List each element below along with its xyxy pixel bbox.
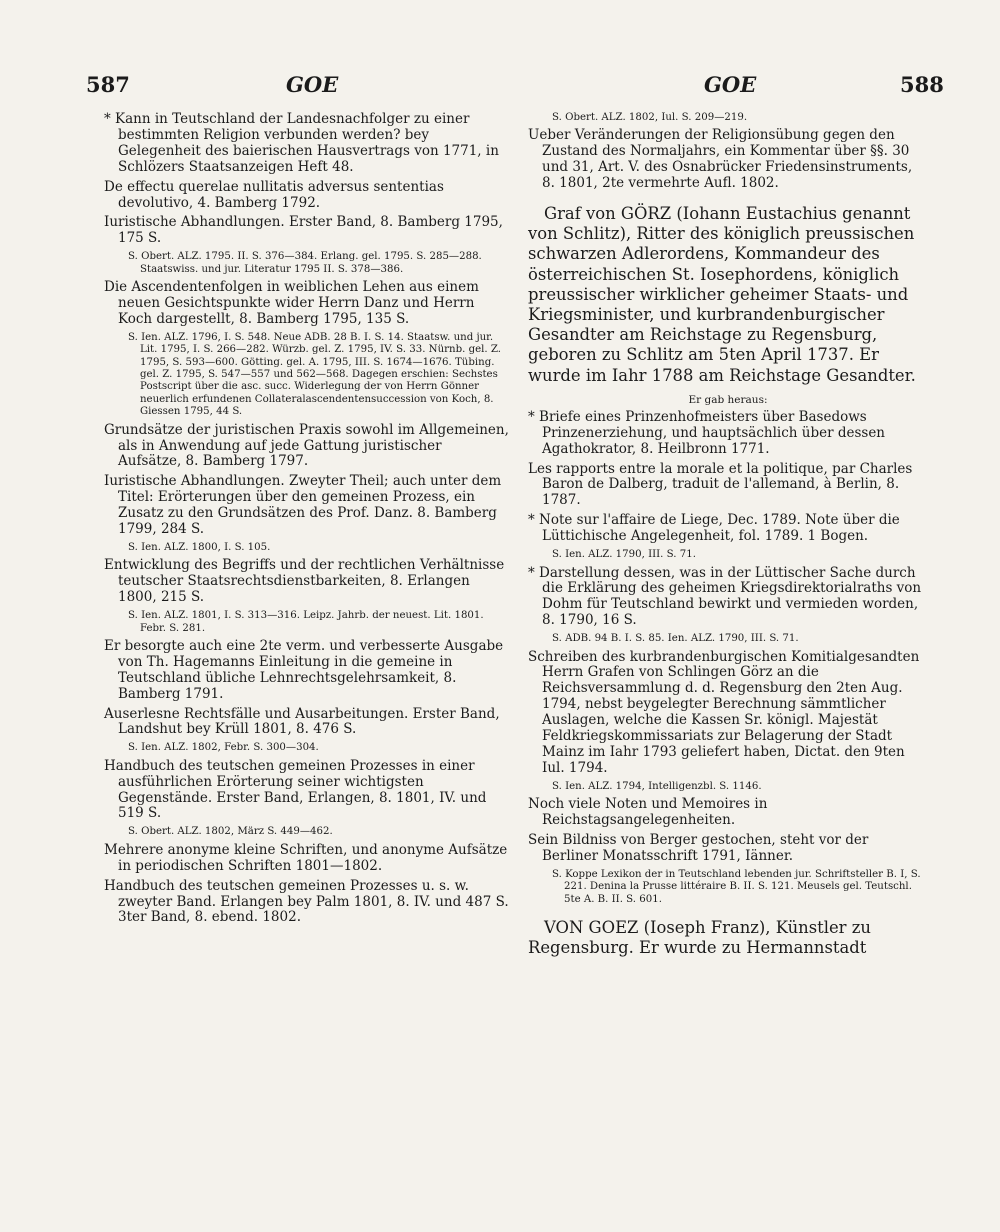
review-reference: S. Ien. ALZ. 1802, Febr. S. 300—304. bbox=[128, 742, 319, 754]
review-reference: S. Ien. ALZ. 1790, III. S. 71. bbox=[552, 549, 696, 561]
bibliography-entry: Iuristische Abhandlungen. Erster Band, 8. Bamberg 1795, 175 S. bbox=[104, 214, 503, 247]
right-column bbox=[528, 112, 928, 966]
review-reference: S. Ien. ALZ. 1800, I. S. 105. bbox=[128, 541, 271, 553]
bibliography-entry: De effectu querelae nullitatis adversus sententias devolutivo, 4. Bamberg 1792. bbox=[104, 178, 444, 211]
bibliography-entry: * Darstellung dessen, was in der Lüttischer Sache durch die Erklärung des geheimen Kriegsdirektorialraths von Dohm für Teutschland bewirkt und vermieden worden, 8. 1790, 16 S. bbox=[528, 564, 922, 629]
review-reference: S. Obert. ALZ. 1802, Iul. S. 209—219. bbox=[552, 112, 748, 123]
right-page-number: 588 bbox=[900, 72, 944, 97]
review-reference: S. Koppe Lexikon der in Teutschland lebenden jur. Schriftsteller B. I, S. 221. Denina la Prusse littéraire B. II. S. 121. Meusels gel. Teutschl. 5te A. B. II. S. 601. bbox=[552, 868, 921, 905]
review-reference: S. Ien. ALZ. 1796, I. S. 548. Neue ADB. 28 B. I. S. 14. Staatsw. und jur. Lit. 1795, I. S. 266—282. Würzb. gel. Z. 1795, IV. S. 33. Nürnb. gel. Z. 1795, S. 593—600. Götting. gel. A. 1795, III. S. 1674—1676. Tübing. gel. Z. 1795, S. 547—557 und 562—568. Dagegen erschien: Sechstes Postscript über die asc. succ. Widerlegung der von Herrn Gönner neuerlich erfundenen Collateralascendentensuccession von Koch, 8. Giessen 1795, 44 S. bbox=[128, 331, 501, 418]
left-running-head: GOE bbox=[286, 72, 339, 97]
bibliography-entry: Schreiben des kurbrandenburgischen Komitialgesandten Herrn Grafen von Schlingen Görz an die Reichsversammlung d. d. Regensburg den 2ten Aug. 1794, nebst beygelegter Berechnung sämmtlicher Auslagen, welche die Kassen Sr. königl. Majestät Feldkriegskommissariats zur Belagerung der Stadt Mainz im Iahr 1793 geliefert haben, Dictat. den 9ten Iul. 1794. bbox=[528, 648, 920, 776]
bibliography-entry: Er besorgte auch eine 2te verm. und verbesserte Ausgabe von Th. Hagemanns Einleitung in die gemeine in Teutschland übliche Lehnrechtsgelehrsamkeit, 8. Bamberg 1791. bbox=[104, 637, 504, 702]
bibliography-entry: Handbuch des teutschen gemeinen Prozesses in einer ausführlichen Erörterung seiner wichtigsten Gegenstände. Erster Band, Erlangen, 8. 1801, IV. und 519 S. bbox=[104, 757, 487, 822]
bibliography-entry: Handbuch des teutschen gemeinen Prozesses u. s. w. zweyter Band. Erlangen bey Palm 1801, 8. IV. und 487 S. 3ter Band, 8. ebend. 1802. bbox=[104, 877, 509, 926]
left-page-number: 587 bbox=[86, 72, 130, 97]
bibliography-entry: Auserlesne Rechtsfälle und Ausarbeitungen. Erster Band, Landshut bey Krüll 1801, 8. 476 S. bbox=[104, 705, 500, 738]
bibliography-entry: Grundsätze der juristischen Praxis sowohl im Allgemeinen, als in Anwendung auf jede Gattung juristischer Aufsätze, 8. Bamberg 1797. bbox=[104, 421, 509, 470]
bibliography-entry: Entwicklung des Begriffs und der rechtlichen Verhältnisse teutscher Staatsrechtsdienstbarkeiten, 8. Erlangen 1800, 215 S. bbox=[104, 557, 505, 606]
review-reference: S. Obert. ALZ. 1795. II. S. 376—384. Erlang. gel. 1795. S. 285—288. Staatswiss. und jur. Literatur 1795 II. S. 378—386. bbox=[128, 251, 482, 275]
bibliography-entry: Noch viele Noten und Memoires in Reichstagsangelegenheiten. bbox=[528, 796, 768, 829]
biography-paragraph: VON GOEZ (Ioseph Franz), Künstler zu Regensburg. Er wurde zu Hermannstadt bbox=[528, 918, 871, 958]
review-reference: S. ADB. 94 B. I. S. 85. Ien. ALZ. 1790, III. S. 71. bbox=[552, 633, 799, 645]
right-running-head: GOE bbox=[704, 72, 757, 97]
bibliography-entry: * Note sur l'affaire de Liege, Dec. 1789. Note über die Lüttichische Angelegenheit, fol. 1789. 1 Bogen. bbox=[528, 512, 900, 545]
bibliography-entry: Iuristische Abhandlungen. Zweyter Theil; auch unter dem Titel: Erörterungen über den gemeinen Prozess, ein Zusatz zu den Grundsätzen des Prof. Danz. 8. Bamberg 1799, 284 S. bbox=[104, 473, 502, 538]
biography-paragraph: Graf von GÖRZ (Iohann Eustachius genannt von Schlitz), Ritter des königlich preussischen schwarzen Adlerordens, Kommandeur des österreichischen St. Iosephordens, königlich preussischer wirklicher geheimer Staats- und Kriegsminister, und kurbrandenburgischer Gesandter am Reichstage zu Regensburg, geboren zu Schlitz am 5ten April 1737. Er wurde im Iahr 1788 am Reichstage Gesandter. bbox=[528, 204, 916, 385]
bibliography-entry: * Briefe eines Prinzenhofmeisters über Basedows Prinzenerziehung, und hauptsächlich über dessen Agathokrator, 8. Heilbronn 1771. bbox=[528, 408, 885, 457]
subheading: Er gab heraus: bbox=[688, 393, 768, 406]
bibliography-entry: Les rapports entre la morale et la politique, par Charles Baron de Dalberg, traduit de l'allemand, à Berlin, 8. 1787. bbox=[528, 460, 913, 509]
review-reference: S. Ien. ALZ. 1794, Intelligenzbl. S. 1146. bbox=[552, 780, 762, 792]
bibliography-entry: * Kann in Teutschland der Landesnachfolger zu einer bestimmten Religion verbunden werden? bey Gelegenheit des baierischen Hausvertrags von 1771, in Schlözers Staatsanzeigen Heft 48. bbox=[104, 111, 499, 175]
left-column bbox=[104, 112, 509, 930]
bibliography-entry: Mehrere anonyme kleine Schriften, und anonyme Aufsätze in periodischen Schriften 1801—1802. bbox=[104, 841, 508, 874]
bibliography-entry: Sein Bildniss von Berger gestochen, steht vor der Berliner Monatsschrift 1791, Iänner. bbox=[528, 832, 869, 864]
review-reference: S. Ien. ALZ. 1801, I. S. 313—316. Leipz. Jahrb. der neuest. Lit. 1801. Febr. S. 281. bbox=[128, 610, 484, 634]
review-reference: S. Obert. ALZ. 1802, März S. 449—462. bbox=[128, 826, 333, 838]
bibliography-entry: Die Ascendentenfolgen in weiblichen Lehen aus einem neuen Gesichtspunkte wider Herrn Danz und Herrn Koch dargestellt, 8. Bamberg 1795, 135 S. bbox=[104, 279, 479, 327]
bibliography-entry: Ueber Veränderungen der Religionsübung gegen den Zustand des Normaljahrs, ein Kommentar über §§. 30 und 31, Art. V. des Osnabrücker Friedensinstruments, 8. 1801, 2te vermehrte Aufl. 1802. bbox=[528, 127, 913, 192]
